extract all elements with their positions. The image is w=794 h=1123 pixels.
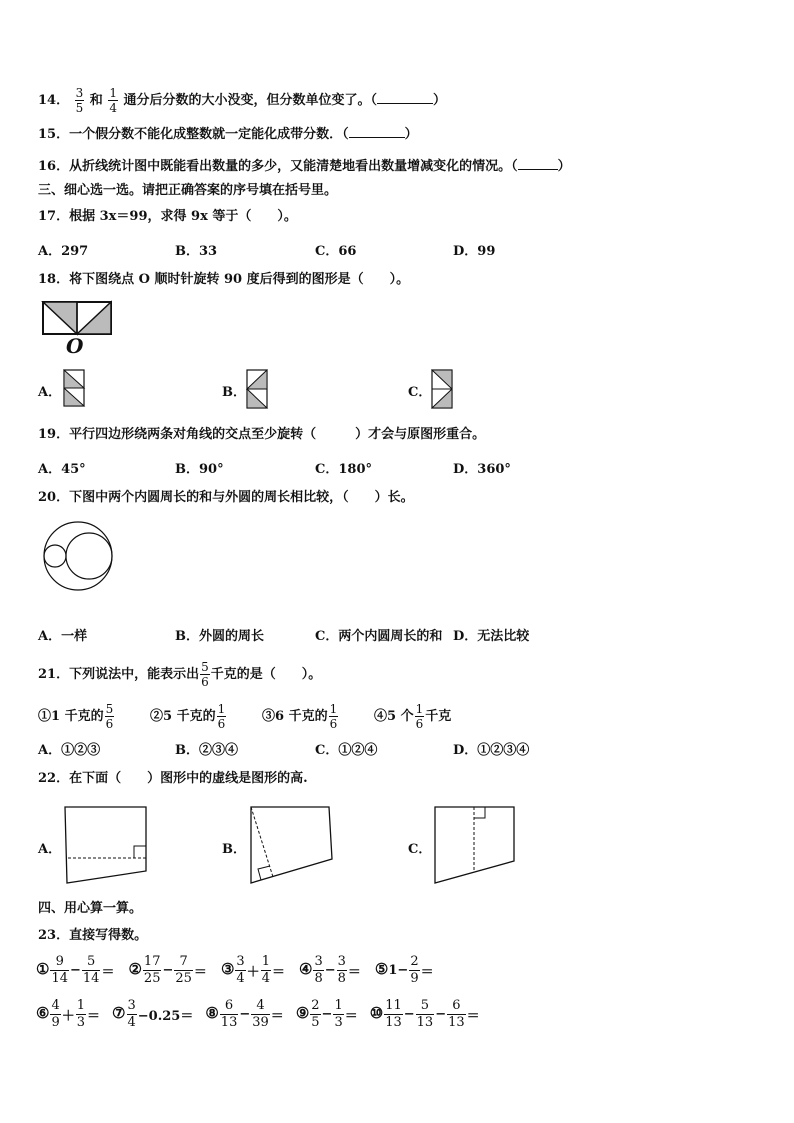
arithmetic-row-2	[36, 998, 480, 1031]
question-15	[38, 125, 418, 143]
denominator: 8	[337, 971, 346, 986]
arithmetic-item	[112, 998, 193, 1031]
denominator: 3	[334, 1015, 343, 1030]
operator: 1−	[388, 963, 409, 978]
item-marker: ④	[374, 709, 388, 724]
fraction	[251, 998, 270, 1031]
item-text: 5 个	[387, 709, 414, 724]
fraction	[409, 954, 419, 987]
numerator: 3	[75, 86, 84, 100]
option-a[interactable]: A．一样	[38, 629, 88, 644]
operator: ＝	[87, 1009, 101, 1024]
numerator: 1	[217, 702, 226, 716]
denominator: 6	[415, 717, 424, 731]
option-d[interactable]: D．99	[453, 244, 496, 259]
item-marker: ⑨	[295, 1004, 310, 1022]
close-paren: ）	[404, 127, 418, 142]
operator: ＝	[344, 1009, 358, 1024]
denominator: 3	[76, 1015, 86, 1030]
fraction	[82, 954, 101, 987]
denominator: 14	[51, 971, 68, 986]
denominator: 13	[220, 1015, 238, 1030]
item-marker: ②	[150, 709, 164, 724]
question-20: 20．下图中两个内圆周长的和与外圆的周长相比较，（ ）长。	[38, 490, 414, 505]
numerator: 1	[261, 954, 270, 969]
operator: ＋	[246, 965, 260, 980]
statement-4	[374, 702, 451, 731]
option-a[interactable]: A．297	[38, 244, 89, 259]
item-marker: ⑧	[205, 1004, 219, 1022]
section-4-heading: 四、用心算一算。	[38, 901, 143, 916]
fraction	[108, 86, 118, 115]
item-marker: ③	[262, 709, 276, 724]
fraction	[105, 702, 115, 731]
option-b[interactable]: B．	[222, 385, 246, 400]
question-21	[38, 660, 321, 689]
fraction	[310, 998, 320, 1031]
denominator: 6	[105, 717, 114, 731]
operator: ＝	[270, 1009, 284, 1024]
numerator: 7	[174, 954, 193, 971]
operator: −	[162, 963, 174, 978]
denominator: 14	[82, 971, 100, 986]
operator: ＝	[193, 965, 207, 980]
option-b[interactable]: B．90°	[175, 462, 224, 477]
numerator: 3	[337, 954, 346, 969]
operator: ＝	[420, 965, 434, 980]
fraction	[50, 954, 69, 987]
option-d[interactable]: D．无法比较	[453, 629, 530, 644]
item-marker: ⑩	[369, 1004, 384, 1022]
numerator: 6	[220, 998, 239, 1015]
item-marker: ⑤	[374, 960, 389, 978]
option-a[interactable]: A．45°	[38, 462, 86, 477]
fraction	[447, 998, 466, 1031]
item-text: 1 千克的	[51, 709, 104, 724]
fraction	[333, 998, 343, 1031]
numerator: 1	[329, 702, 338, 716]
question-text: 21．下列说法中，能表示出	[38, 667, 200, 682]
question-22: 22．在下面（ ）图形中的虚线是图形的高.	[38, 771, 308, 786]
arithmetic-row-1	[36, 954, 434, 987]
numerator: 2	[311, 998, 320, 1013]
item-marker: ①	[36, 960, 50, 978]
numerator: 1	[334, 998, 343, 1013]
denominator: 5	[311, 1015, 320, 1030]
question-text: 千克的是（ ）。	[210, 667, 322, 682]
numerator: 4	[251, 998, 270, 1015]
fraction	[217, 702, 227, 731]
arithmetic-item	[128, 954, 206, 987]
connector-text: 和	[89, 93, 103, 108]
denominator: 4	[261, 971, 270, 986]
question-23: 23．直接写得数。	[38, 928, 148, 943]
numerator: 1	[109, 86, 117, 100]
operator: −	[70, 963, 81, 978]
option-d[interactable]: D．①②③④	[453, 743, 530, 758]
arithmetic-item	[370, 998, 480, 1031]
circles-figure	[42, 520, 114, 592]
statement-3	[262, 702, 339, 731]
denominator: 4	[109, 101, 117, 115]
answer-blank[interactable]	[518, 157, 558, 170]
fraction	[313, 954, 323, 987]
numerator: 3	[127, 998, 136, 1013]
numerator: 5	[201, 660, 209, 674]
operator: ＝	[101, 965, 115, 980]
denominator: 25	[175, 971, 192, 986]
fraction	[200, 660, 210, 689]
option-b[interactable]: B．	[222, 842, 246, 857]
item-marker: ①	[38, 709, 52, 724]
operator: −	[239, 1007, 251, 1022]
question-14	[38, 86, 446, 115]
denominator: 4	[127, 1015, 136, 1030]
fraction	[329, 702, 339, 731]
operator: −	[435, 1007, 447, 1022]
denominator: 6	[217, 717, 226, 731]
denominator: 6	[201, 675, 209, 689]
denominator: 13	[385, 1015, 402, 1030]
denominator: 5	[75, 101, 84, 115]
close-paren: ）	[557, 159, 571, 174]
arithmetic-item	[205, 998, 283, 1031]
arithmetic-item	[221, 954, 285, 987]
option-c[interactable]: C．66	[315, 244, 357, 259]
option-c-figure[interactable]	[432, 804, 520, 886]
numerator: 5	[105, 702, 114, 716]
question-text: 15．一个假分数不能化成整数就一定能化成带分数．（	[38, 127, 349, 142]
arithmetic-item	[36, 954, 114, 987]
denominator: 13	[448, 1015, 465, 1030]
option-c-figure[interactable]	[431, 369, 455, 411]
fraction	[143, 954, 162, 987]
numerator: 9	[50, 954, 69, 971]
fraction	[220, 998, 239, 1031]
question-18: 18．将下图绕点 O 顺时针旋转 90 度后得到的图形是（ ）。	[38, 272, 410, 287]
item-marker: ⑦	[112, 1004, 126, 1022]
question-text: 通分后分数的大小没变，但分数单位变了。（	[123, 93, 378, 108]
statement-1	[38, 702, 115, 731]
option-c[interactable]: C．①②④	[315, 743, 378, 758]
fraction	[75, 86, 85, 115]
option-a-figure[interactable]	[63, 369, 87, 409]
option-b[interactable]: B．②③④	[175, 743, 238, 758]
item-marker: ③	[220, 960, 235, 978]
question-text: 16．从折线统计图中既能看出数量的多少，又能清楚地看出数量增减变化的情况。（	[38, 159, 518, 174]
numerator: 11	[385, 998, 402, 1013]
fraction	[337, 954, 347, 987]
operator: ＝	[466, 1009, 480, 1024]
question-16	[38, 157, 571, 175]
fraction	[50, 998, 60, 1031]
option-c[interactable]: C．180°	[315, 462, 372, 477]
option-c[interactable]: C．	[408, 842, 432, 857]
operator: ＝	[271, 965, 285, 980]
denominator: 13	[416, 1015, 434, 1030]
fraction	[415, 702, 425, 731]
numerator: 3	[236, 954, 245, 969]
option-a[interactable]: A．	[38, 842, 62, 857]
arithmetic-item	[296, 998, 358, 1031]
close-paren: ）	[433, 93, 447, 108]
fraction	[174, 954, 193, 987]
operator: ＋	[61, 1009, 75, 1024]
numerator: 5	[82, 954, 101, 971]
arithmetic-item	[299, 954, 361, 987]
numerator: 17	[143, 954, 161, 969]
denominator: 9	[51, 1015, 60, 1030]
answer-blank[interactable]	[377, 91, 433, 104]
numerator: 2	[410, 954, 419, 969]
operator: −	[321, 1007, 333, 1022]
numerator: 4	[51, 998, 60, 1013]
option-c[interactable]: C．两个内圆周长的和	[315, 629, 443, 644]
option-a-figure[interactable]	[62, 804, 152, 886]
item-marker: ④	[298, 960, 313, 978]
item-marker: ⑥	[36, 1004, 50, 1022]
operator: −	[403, 1007, 415, 1022]
point-o-label: O	[66, 334, 84, 358]
option-a[interactable]: A．	[38, 385, 62, 400]
option-b-figure[interactable]	[246, 369, 270, 411]
numerator: 5	[416, 998, 435, 1015]
arithmetic-item	[375, 954, 434, 987]
option-d[interactable]: D．360°	[453, 462, 511, 477]
denominator: 39	[252, 1015, 269, 1030]
fraction	[261, 954, 271, 987]
denominator: 6	[329, 717, 338, 731]
fraction	[76, 998, 86, 1031]
fraction	[235, 954, 245, 987]
numerator: 1	[76, 998, 86, 1013]
item-text: 千克	[425, 709, 452, 724]
option-a[interactable]: A．①②③	[38, 743, 101, 758]
question-19: 19．平行四边形绕两条对角线的交点至少旋转（ ）才会与原图形重合。	[38, 427, 486, 442]
denominator: 25	[143, 971, 161, 986]
numerator: 3	[314, 954, 323, 969]
section-3-heading: 三、细心选一选。请把正确答案的序号填在括号里。	[38, 183, 338, 198]
denominator: 9	[410, 971, 419, 986]
option-b[interactable]: B．外圆的周长	[175, 629, 264, 644]
item-text: 6 千克的	[275, 709, 328, 724]
fraction	[416, 998, 435, 1031]
fraction	[127, 998, 137, 1031]
option-c[interactable]: C．	[408, 385, 432, 400]
numerator: 6	[447, 998, 466, 1015]
statement-2	[150, 702, 227, 731]
operator: −	[324, 963, 336, 978]
denominator: 8	[314, 971, 323, 986]
numerator: 1	[415, 702, 424, 716]
operator: ＝	[347, 965, 361, 980]
denominator: 4	[236, 971, 245, 986]
operator: −0.25＝	[137, 1009, 194, 1024]
item-text: 5 千克的	[163, 709, 216, 724]
question-number: 14．	[38, 93, 70, 108]
answer-blank[interactable]	[349, 125, 405, 138]
item-marker: ②	[128, 960, 142, 978]
fraction	[384, 998, 403, 1031]
option-b[interactable]: B．33	[175, 244, 218, 259]
question-17: 17．根据 3x＝99，求得 9x 等于（ ）。	[38, 209, 297, 224]
option-b-figure[interactable]	[248, 804, 336, 886]
arithmetic-item	[36, 998, 100, 1031]
